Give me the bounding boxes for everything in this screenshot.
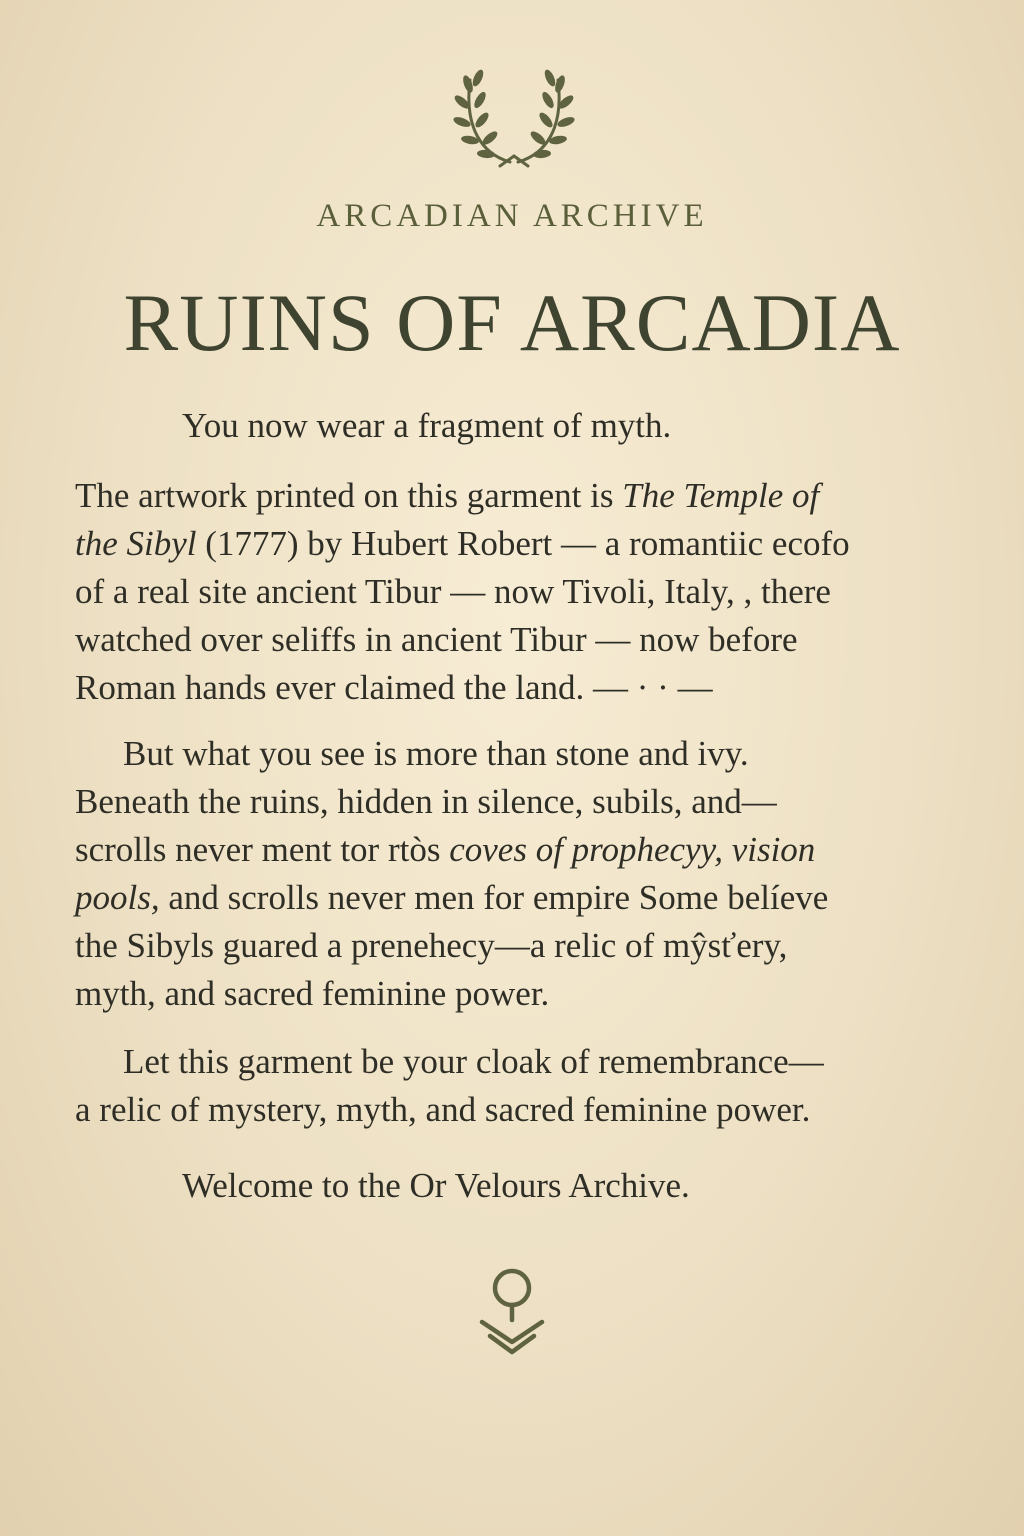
text-span: (1777) by Hubert Robert — a romantiic ecofo: [196, 524, 850, 563]
laurel-wreath-icon: [452, 66, 576, 170]
italic-span: coves of prophecyy, vision: [449, 830, 816, 869]
artwork-title-italic: The Temple of: [622, 476, 820, 515]
paragraph-line: [75, 520, 965, 568]
paragraph-line: the Sibyls guared a prenehecy—a relic of mŷsťery,: [75, 926, 788, 965]
text-span: The artwork printed on this garment is: [75, 476, 623, 515]
circle-chevron-emblem-icon: [476, 1266, 548, 1360]
brand-name: ARCADIAN ARCHIVE: [316, 198, 708, 234]
paragraph-beneath: [75, 730, 965, 1018]
paragraph-line: Beneath the ruins, hidden in silence, subils, and—: [75, 782, 777, 821]
paragraph-line: [75, 826, 965, 874]
paragraph-line: [75, 874, 965, 922]
paragraph-line: But what you see is more than stone and ivy.: [123, 734, 749, 773]
italic-span: pools,: [75, 878, 160, 917]
closing-line: Welcome to the Or Velours Archive.: [182, 1166, 690, 1205]
paragraph-line: a relic of mystery, myth, and sacred feminine power.: [75, 1090, 811, 1129]
tagline: You now wear a fragment of myth.: [182, 406, 672, 445]
text-span: scrolls never ment tor rtòs: [75, 830, 450, 869]
paragraph-line: [75, 472, 965, 520]
paragraph-garment: [75, 1038, 965, 1134]
page-title: RUINS OF ARCADIA: [123, 277, 901, 368]
paragraph-line: Roman hands ever claimed the land. — · · —: [75, 668, 713, 707]
paragraph-line: of a real site ancient Tibur — now Tivoli, Italy, , there: [75, 572, 831, 611]
paragraph-line: Let this garment be your cloak of remembrance—: [123, 1042, 824, 1081]
artwork-title-italic: the Sibyl: [75, 524, 197, 563]
text-span: and scrolls never men for empire Some belíeve: [159, 878, 829, 917]
paragraph-line: myth, and sacred feminine power.: [75, 974, 550, 1013]
paragraph-artwork: [75, 472, 965, 712]
paragraph-line: watched over seliffs in ancient Tibur — now before: [75, 620, 798, 659]
